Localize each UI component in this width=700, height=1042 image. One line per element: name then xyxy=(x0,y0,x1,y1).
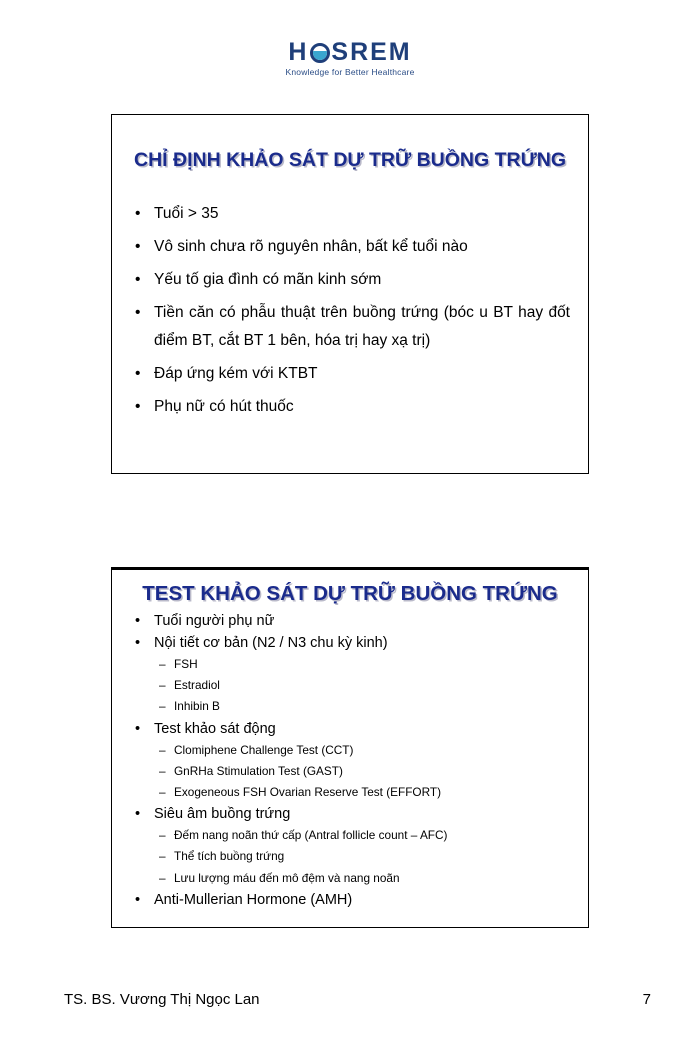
hosrem-logo xyxy=(0,38,700,77)
list-item: • Tuổi > 35 xyxy=(132,200,570,228)
list-item: • Yếu tố gia đình có mãn kinh sớm xyxy=(132,266,570,294)
slide-title: TEST KHẢO SÁT DỰ TRỮ BUỒNG TRỨNG xyxy=(142,582,558,605)
logo-wordmark xyxy=(288,38,411,67)
list-item: • Tiền căn có phẫu thuật trên buồng trứng (bóc u BT hay đốt điểm BT, cắt BT 1 bên, hóa trị hay xạ trị) xyxy=(132,299,570,355)
page-number: 7 xyxy=(642,991,651,1008)
list-item: • Nội tiết cơ bản (N2 / N3 chu kỳ kinh) xyxy=(132,632,572,654)
list-item: • Tuổi người phụ nữ xyxy=(132,610,572,632)
slide-indications xyxy=(111,114,589,474)
bullet-list xyxy=(132,610,572,911)
sub-list-item: – Thể tích buồng trứng xyxy=(132,846,572,867)
sub-list-item: – Đếm nang noãn thứ cấp (Antral follicle count – AFC) xyxy=(132,825,572,846)
sub-list-item: – Estradiol xyxy=(132,675,572,696)
logo-letter-h: H xyxy=(288,38,309,66)
sub-list-item: – FSH xyxy=(132,654,572,675)
slide-tests xyxy=(111,567,589,928)
list-item: • Vô sinh chưa rõ nguyên nhân, bất kể tuổi nào xyxy=(132,233,570,261)
logo-letters-srem: SREM xyxy=(331,38,412,66)
footer-author: TS. BS. Vương Thị Ngọc Lan xyxy=(64,991,260,1008)
list-item: • Đáp ứng kém với KTBT xyxy=(132,360,570,388)
sub-list-item: – GnRHa Stimulation Test (GAST) xyxy=(132,761,572,782)
bullet-list xyxy=(132,200,570,426)
logo-tagline: Knowledge for Better Healthcare xyxy=(285,67,415,77)
list-item: • Anti-Mullerian Hormone (AMH) xyxy=(132,889,572,911)
sub-list-item: – Exogeneous FSH Ovarian Reserve Test (EFFORT) xyxy=(132,782,572,803)
globe-icon xyxy=(310,43,330,63)
slide-title: CHỈ ĐỊNH KHẢO SÁT DỰ TRỮ BUỒNG TRỨNG xyxy=(133,149,567,171)
list-item: • Siêu âm buồng trứng xyxy=(132,803,572,825)
list-item: • Phụ nữ có hút thuốc xyxy=(132,393,570,421)
sub-list-item: – Inhibin B xyxy=(132,696,572,717)
list-item: • Test khảo sát động xyxy=(132,718,572,740)
sub-list-item: – Lưu lượng máu đến mô đệm và nang noãn xyxy=(132,868,572,889)
sub-list-item: – Clomiphene Challenge Test (CCT) xyxy=(132,740,572,761)
